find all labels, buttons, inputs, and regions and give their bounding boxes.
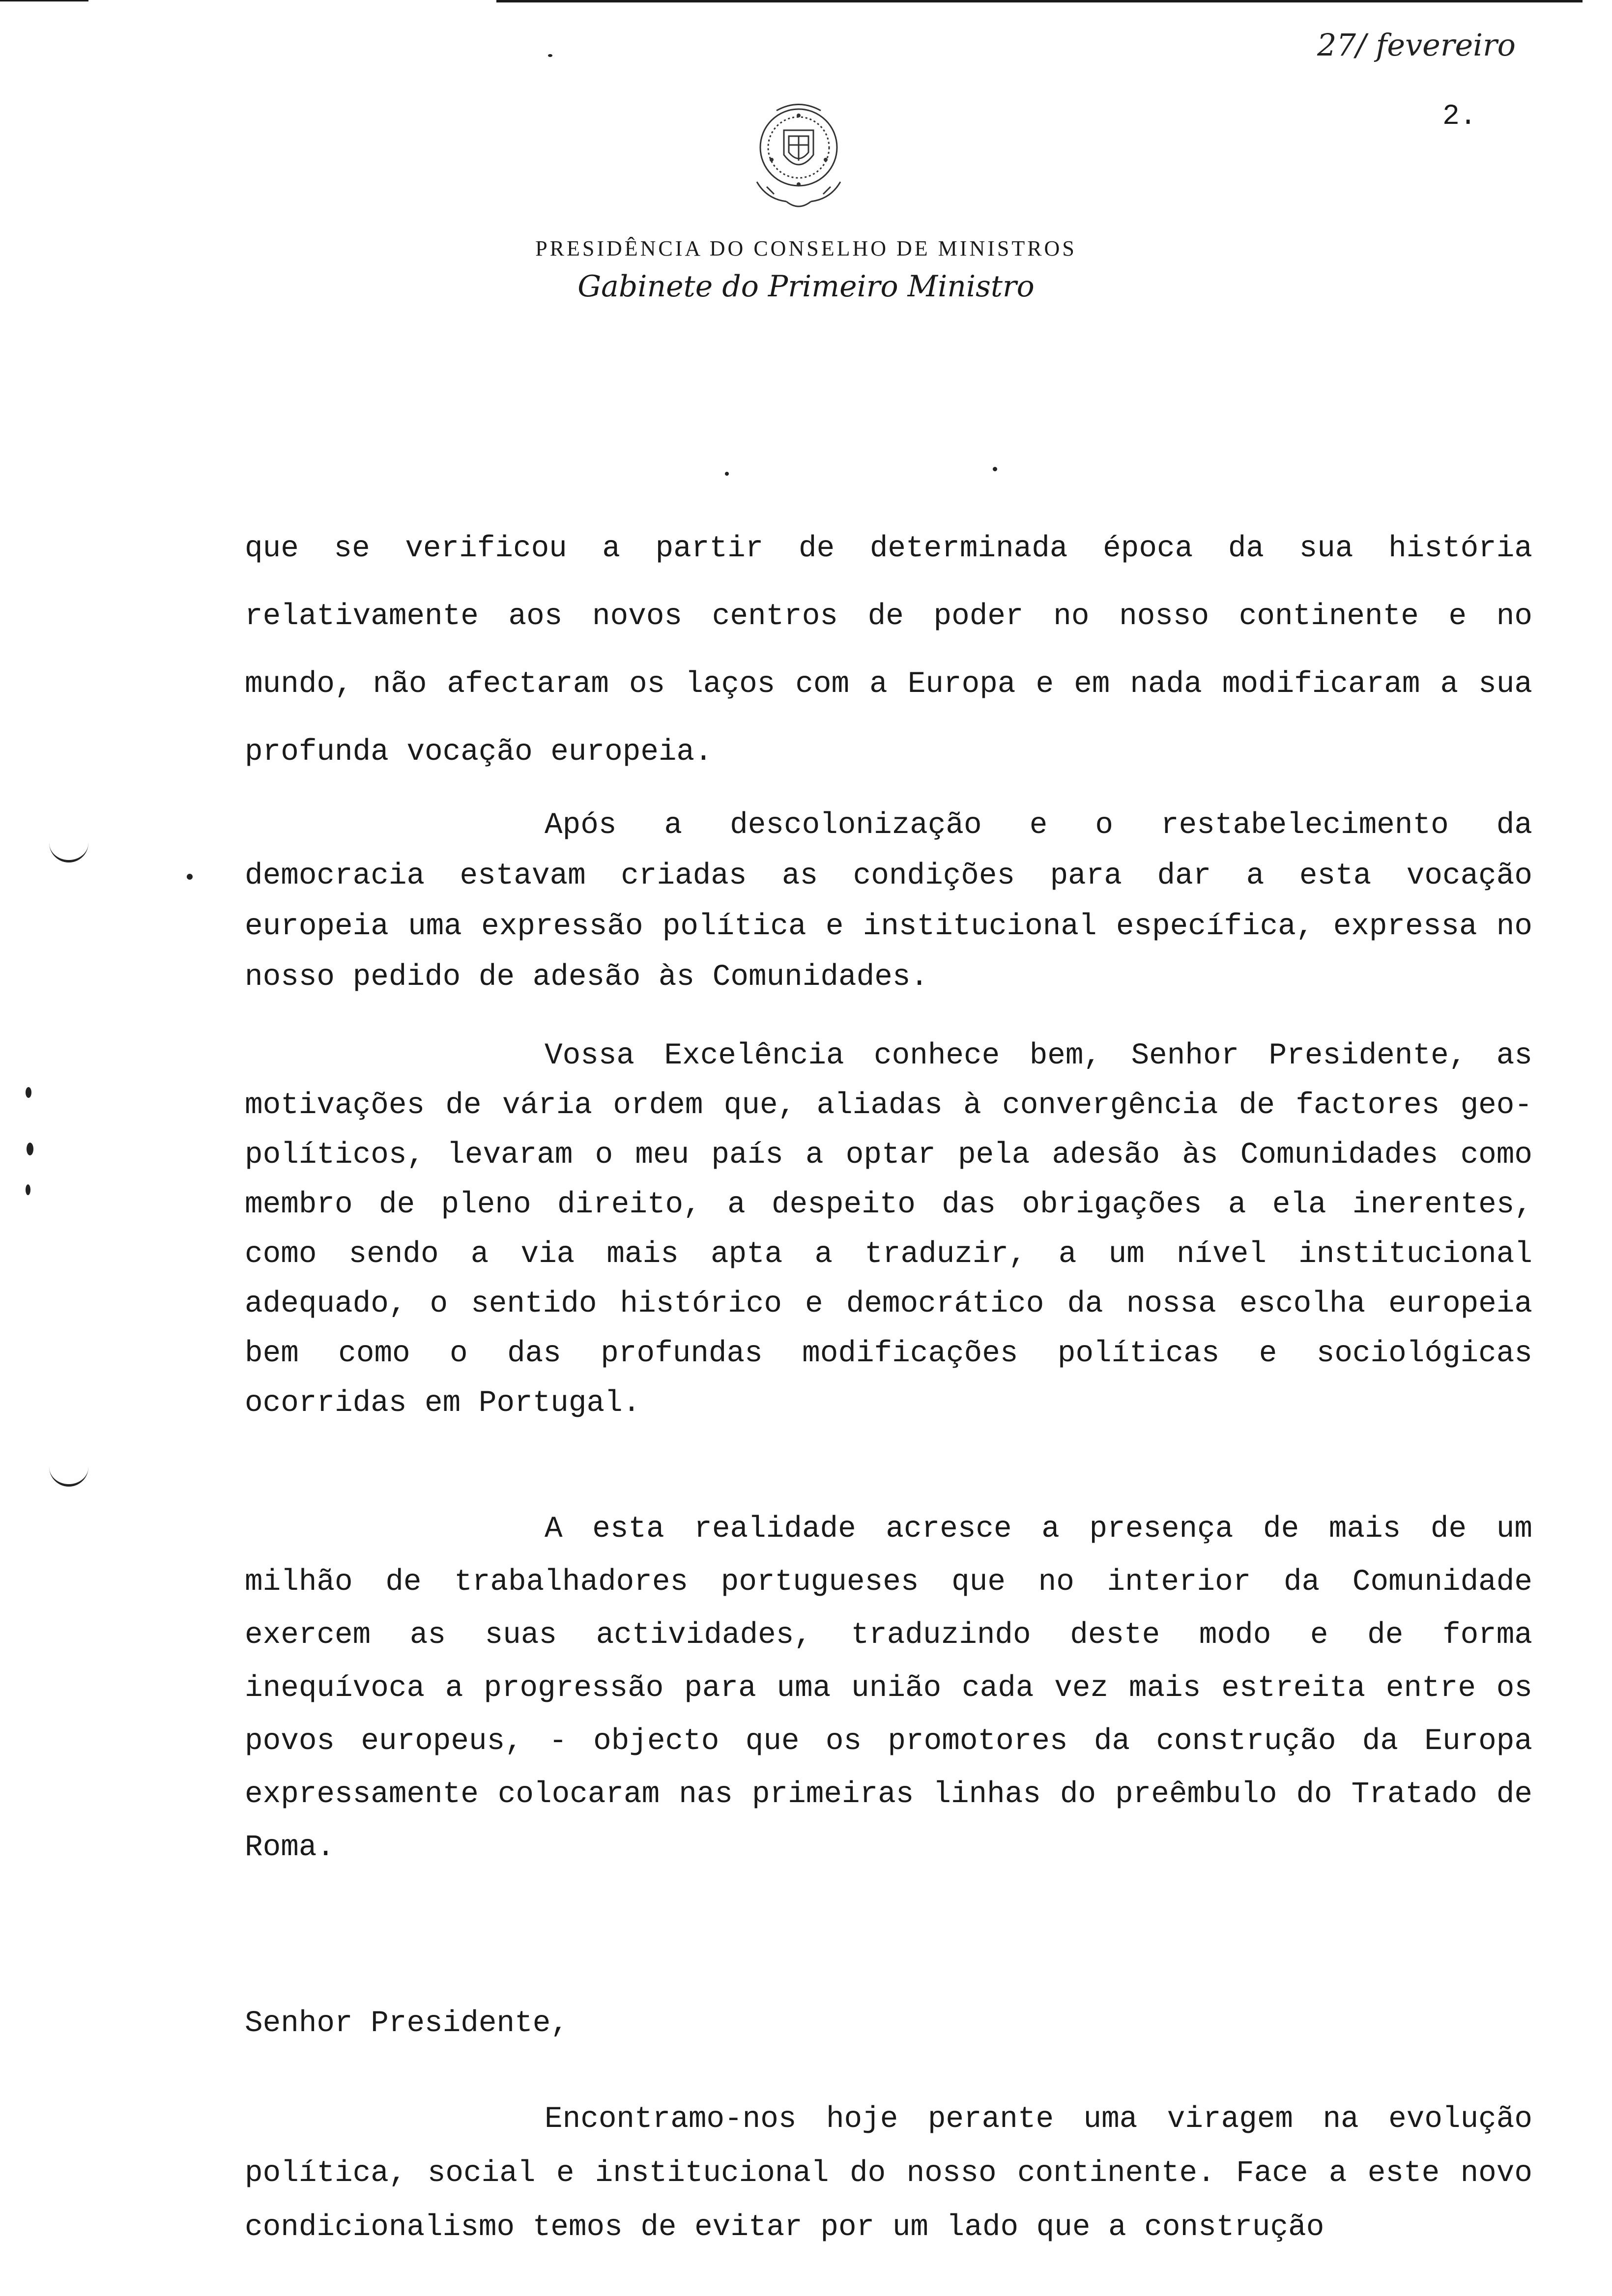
paragraph-4 (245, 1503, 1532, 1874)
paragraph-1 (245, 515, 1532, 786)
office-subheading: Gabinete do Primeiro Ministro (577, 269, 1035, 304)
scan-speck (27, 1143, 33, 1155)
paragraph-6 (245, 2093, 1532, 2255)
paragraph-text: Após a descolonização e o restabelecimento da democracia estavam criadas as condições para dar a esta vocação europeia uma expressão política e institucional específica, expressa no nosso pedido de adesão às Comunidades. (245, 808, 1532, 994)
paragraph-text: A esta realidade acresce a presença de mais de um milhão de trabalhadores portugueses que no interior da Comunidade exercem as suas actividades, traduzindo deste modo e de forma inequívoca a progressão para uma união cada vez mais estreita entre os povos europeus, - objecto que os promotores da construção da Europa expressamente colocaram nas primeiras linhas do preêmbulo do Tratado de Roma. (245, 1512, 1532, 1865)
scan-speck (26, 1087, 31, 1098)
scan-speck (725, 472, 729, 476)
paragraph-text: Vossa Excelência conhece bem, Senhor Presidente, as motivações de vária ordem que, aliadas à convergência de factores geo-políticos, levaram o meu país a optar pela adesão às Comunidades como membro de pleno direito, a despeito das obrigações a ela inerentes, como sendo a via mais apta a traduzir, a um nível institucional adequado, o sentido histórico e democrático da nossa escolha europeia bem como o das profundas modificações políticas e sociológicas ocorridas em Portugal. (245, 1039, 1532, 1420)
organization-heading: PRESIDÊNCIA DO CONSELHO DE MINISTROS (535, 236, 1077, 260)
binder-hole-mark (49, 840, 88, 862)
paragraph-2 (245, 800, 1532, 1003)
page-number: 2. (1442, 101, 1477, 133)
scan-speck (548, 54, 552, 57)
paragraph-text: Encontramo-nos hoje perante uma viragem na evolução política, social e institucional do nosso continente. Face a este novo condicionalismo temos de evitar por um lado que a construção (245, 2102, 1532, 2244)
salutation (245, 2004, 1532, 2043)
paragraph-text: que se verificou a partir de determinada época da sua história relativamente aos novos centros de poder no nosso continente e no mundo, não afectaram os laços com a Europa e em nada modificaram a sua profunda vocação europeia. (245, 532, 1532, 769)
paragraph-3 (245, 1031, 1532, 1428)
salutation-text: Senhor Presidente, (245, 2007, 569, 2040)
coat-of-arms-seal-icon (737, 101, 860, 219)
scan-speck (26, 1184, 30, 1195)
scan-speck (187, 874, 193, 880)
scan-edge-line (0, 0, 88, 1)
scan-speck (993, 467, 997, 471)
binder-hole-mark (49, 1464, 88, 1487)
handwritten-date-note: 27/ fevereiro (1317, 27, 1516, 63)
scan-edge-line (496, 0, 1583, 2)
